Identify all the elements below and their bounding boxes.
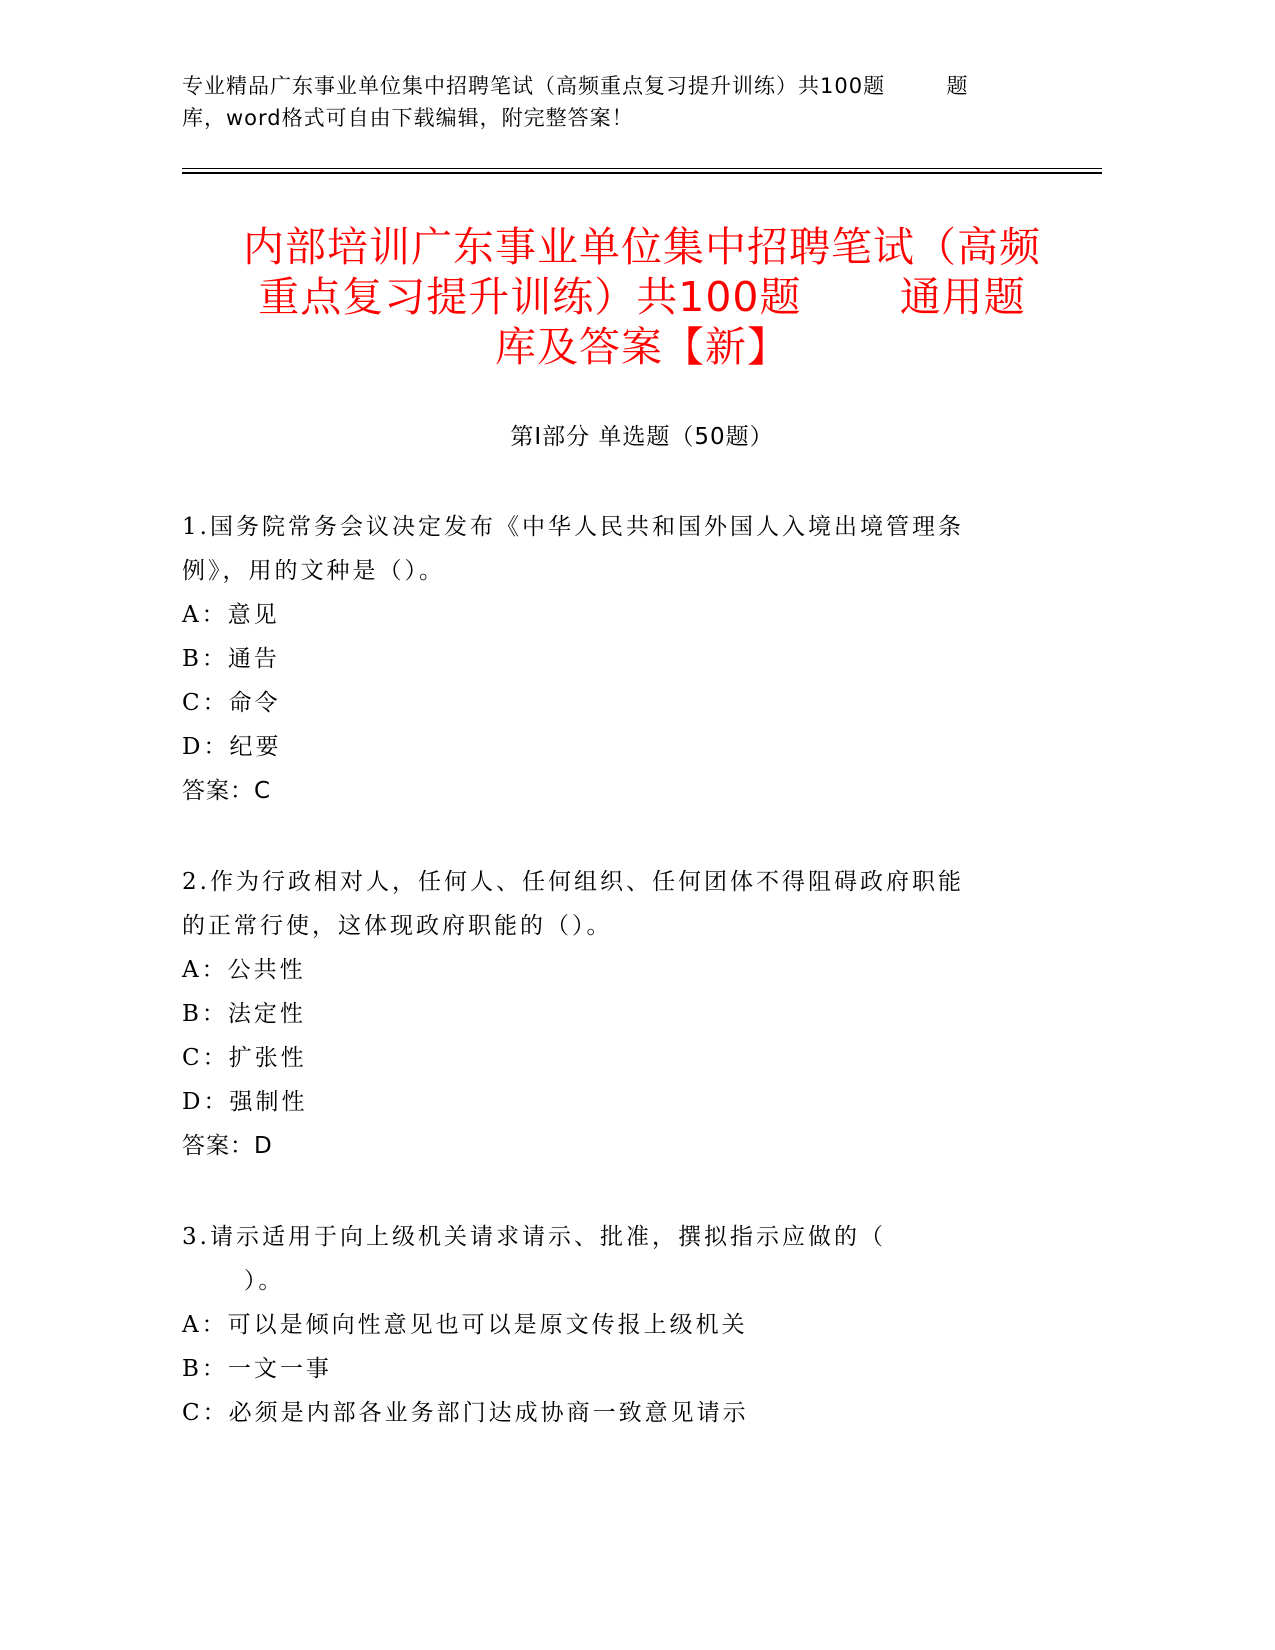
answer-text: 答案：D — [182, 1133, 273, 1159]
option-d: D：纪要 — [182, 734, 282, 760]
header-divider-thick — [182, 172, 1102, 174]
option-c: C：必须是内部各业务部门达成协商一致意见请示 — [182, 1400, 749, 1426]
question-item — [182, 1215, 1082, 1435]
option-d: D：强制性 — [182, 1089, 308, 1115]
title-line-1: 内部培训广东事业单位集中招聘笔试（高频 — [243, 223, 1041, 271]
option-b: B：法定性 — [182, 1001, 306, 1027]
question-item — [182, 505, 1082, 813]
question-text-line: 1.国务院常务会议决定发布《中华人民共和国外国人入境出境管理条 — [182, 514, 964, 540]
question-text-line: 例》，用的文种是（）。 — [182, 558, 445, 584]
question-text-line: 3.请示适用于向上级机关请求请示、批准，撰拟指示应做的（ — [182, 1224, 886, 1250]
header-note-line-2: 库，word格式可自由下载编辑，附完整答案！ — [182, 106, 634, 130]
option-a: A：公共性 — [182, 957, 306, 983]
option-c: C：命令 — [182, 690, 281, 716]
answer-text: 答案：C — [182, 778, 272, 804]
option-c: C：扩张性 — [182, 1045, 307, 1071]
option-b: B：通告 — [182, 646, 280, 672]
header-note-line-1: 专业精品广东事业单位集中招聘笔试（高频重点复习提升训练）共100题 题 — [182, 74, 969, 98]
title-line-3: 库及答案【新】 — [495, 323, 789, 371]
document-header-note — [182, 70, 1082, 134]
question-text-line: 的正常行使，这体现政府职能的（）。 — [182, 913, 613, 939]
header-divider-thin — [182, 168, 1102, 169]
option-a: A：可以是倾向性意见也可以是原文传报上级机关 — [182, 1312, 748, 1338]
option-b: B：一文一事 — [182, 1356, 332, 1382]
document-title — [182, 222, 1102, 372]
question-list — [182, 505, 1082, 1482]
title-line-2: 重点复习提升训练）共100题 通用题 — [258, 273, 1026, 321]
question-item — [182, 860, 1082, 1168]
option-a: A：意见 — [182, 602, 280, 628]
question-text-line: ）。 — [182, 1268, 285, 1294]
section-heading: 第Ⅰ部分 单选题（50题） — [510, 424, 774, 450]
question-text-line: 2.作为行政相对人，任何人、任何组织、任何团体不得阻碍政府职能 — [182, 869, 964, 895]
